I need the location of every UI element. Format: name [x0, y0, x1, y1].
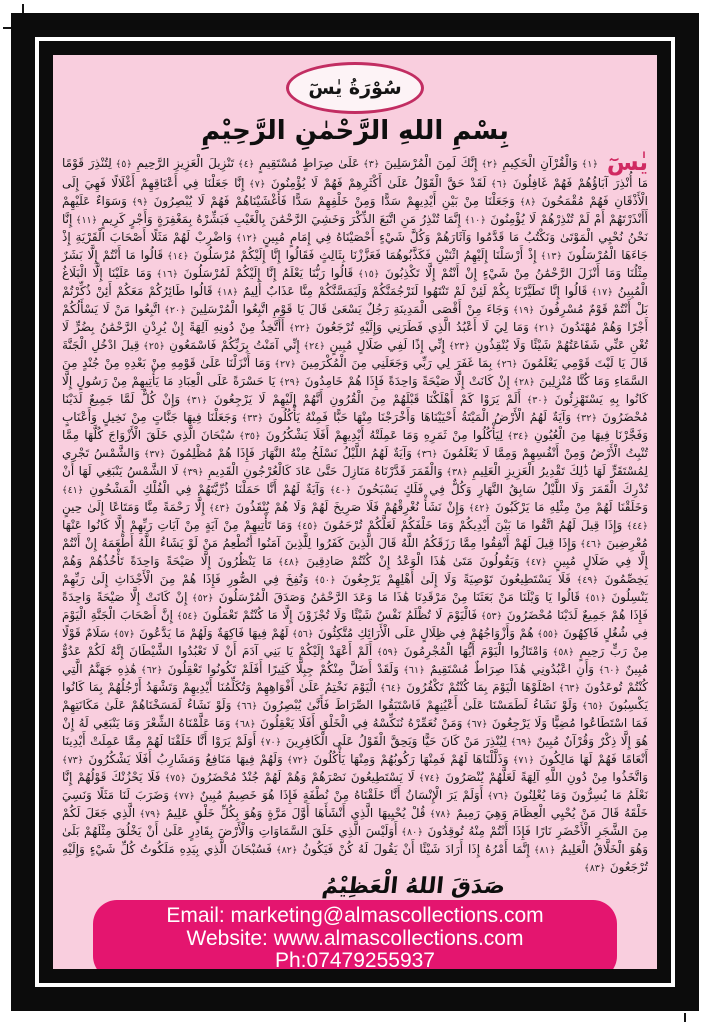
verse-text: إِنْ كَانَتْ إِلَّا صَيْحَةً وَاحِدَةً فَإِذَا هُمْ خَامِدُونَ: [300, 373, 510, 388]
verse-number-marker: ﴿٢﴾: [477, 158, 498, 170]
verse-text: سَلَامٌ قَوْلًا مِنْ رَبٍّ رَحِيمٍ: [62, 625, 649, 658]
verse-text: وَضَرَبَ لَنَا مَثَلًا وَنَسِيَ خَلْقَهُ قَالَ مَنْ يُحْيِي الْعِظَامَ وَهِيَ رَمِيمٌ: [62, 787, 649, 820]
verse-text: إِلَّا رَحْمَةً مِنَّا وَمَتَاعًا إِلَىٰ حِينٍ: [62, 499, 205, 514]
verse-number-marker: ﴿٧٥﴾: [160, 772, 186, 784]
verse-number-marker: ﴿٥١﴾: [580, 592, 606, 604]
verse-text: أَلَمْ أَعْهَدْ إِلَيْكُمْ يَا بَنِي آدَمَ أَنْ لَا تَعْبُدُوا الشَّيْطَانَ إِنَّهُ لَكُمْ عَدُوٌّ مُبِينٌ: [62, 643, 648, 676]
verse-number-marker: ﴿٧٢﴾: [282, 754, 309, 766]
verse-number-marker: ﴿٥٦﴾: [288, 628, 314, 640]
verse-text: أَوَلَمْ يَرَ الْإِنْسَانُ أَنَّا خَلَقْنَاهُ مِنْ نُطْفَةٍ فَإِذَا هُوَ خَصِيمٌ مُبِينٌ: [194, 787, 484, 802]
verse-number-marker: ﴿٢٣﴾: [444, 340, 471, 352]
verse-number-marker: ﴿٣٧﴾: [139, 448, 166, 460]
verse-text: وَجَعَلْنَا مِنْ بَيْنِ أَيْدِيهِمْ سَدًّا وَمِنْ خَلْفِهِمْ سَدًّا فَأَغْشَيْنَاهُمْ فَهُمْ لَا يُبْصِرُونَ: [147, 193, 515, 208]
verse-number-marker: ﴿٦٥﴾: [577, 700, 604, 712]
verse-text: وَمَا تَأْتِيهِمْ مِنْ آيَةٍ مِنْ آيَاتِ رَبِّهِمْ إِلَّا كَانُوا عَنْهَا مُعْرِضِينَ: [62, 517, 648, 550]
verse-text: وَآيَةٌ لَهُمُ اللَّيْلُ نَسْلَخُ مِنْهُ النَّهَارَ فَإِذَا هُمْ مُظْلِمُونَ: [165, 445, 412, 460]
frame-white-keyline: [35, 37, 675, 987]
verse-number-marker: ﴿٤٤﴾: [622, 520, 648, 532]
verse-text: قِيلَ ادْخُلِ الْجَنَّةَ قَالَ يَا لَيْتَ قَوْمِي يَعْلَمُونَ: [62, 337, 648, 370]
verse-number-marker: ﴿٣٥﴾: [234, 430, 261, 442]
website-label: Website:: [186, 926, 268, 950]
verse-number-marker: ﴿٧٣﴾: [62, 754, 84, 766]
verse-text: قَالُوا رَبُّنَا يَعْلَمُ إِنَّا إِلَيْكُمْ لَمُرْسَلُونَ: [177, 265, 354, 280]
verse-text: إِنَّا جَعَلْنَا فِي أَعْنَاقِهِمْ أَغْلَالًا فَهِيَ إِلَى الْأَذْقَانِ فَهُمْ مُقْمَحُونَ: [62, 175, 648, 208]
verse-text: إِنَّكَ لَمِنَ الْمُرْسَلِينَ: [379, 155, 478, 170]
verse-number-marker: ﴿٣﴾: [359, 158, 380, 170]
verse-number-marker: ﴿٨٣﴾: [584, 862, 606, 874]
verse-text: إِنَّمَا أَمْرُهُ إِذَا أَرَادَ شَيْئًا أَنْ يَقُولَ لَهُ كُنْ فَيَكُونُ: [297, 841, 530, 856]
verse-number-marker: ﴿٨﴾: [514, 196, 536, 208]
verse-text: وَنُفِخَ فِي الصُّورِ فَإِذَا هُمْ مِنَ الْأَجْدَاثِ إِلَىٰ رَبِّهِمْ يَنْسِلُونَ: [62, 571, 649, 604]
verse-text: وَسَوَاءٌ عَلَيْهِمْ أَأَنْذَرْتَهُمْ أَمْ لَمْ تُنْذِرْهُمْ لَا يُؤْمِنُونَ: [62, 193, 648, 226]
verse-text: الْيَوْمَ نَخْتِمُ عَلَىٰ أَفْوَاهِهِمْ وَتُكَلِّمُنَا أَيْدِيهِمْ وَتَشْهَدُ أَرْجُلُهُمْ بِمَا كَانُوا يَكْسِبُونَ: [62, 679, 649, 712]
verse-number-marker: ﴿٦٦﴾: [231, 700, 258, 712]
verse-text: إِنَّمَا تُنْذِرُ مَنِ اتَّبَعَ الذِّكْرَ وَخَشِيَ الرَّحْمَٰنَ بِالْغَيْبِ فَبَشِّرْهُ بِمَغْفِرَةٍ وَأَجْرٍ كَرِيمٍ: [97, 211, 461, 226]
verse-number-marker: ﴿١٩﴾: [508, 304, 535, 316]
verse-text: وَجَعَلْنَا فِيهَا جَنَّاتٍ مِنْ نَخِيلٍ وَأَعْنَابٍ وَفَجَّرْنَا فِيهَا مِنَ الْعُيُونِ: [62, 409, 649, 442]
surah-body-text: [62, 149, 649, 877]
verse-text: وَلَهُمْ فِيهَا مَنَافِعُ وَمَشَارِبُ أَفَلَا يَشْكُرُونَ: [83, 751, 283, 766]
verse-number-marker: ﴿٢١﴾: [528, 322, 555, 334]
verse-number-marker: ﴿٧٠﴾: [256, 736, 282, 748]
verse-number-marker: ﴿٤٣﴾: [204, 502, 231, 514]
contact-phone-line: [97, 950, 613, 969]
verse-text: وَمَنْ نُعَمِّرْهُ نُنَكِّسْهُ فِي الْخَلْقِ أَفَلَا يَعْقِلُونَ: [255, 715, 463, 730]
website-address: www.almascollections.com: [273, 926, 524, 950]
verse-number-marker: ﴿٢٢﴾: [284, 322, 311, 334]
verse-number-marker: ﴿٢٨﴾: [509, 376, 535, 388]
verse-text: أَوَلَيْسَ الَّذِي خَلَقَ السَّمَاوَاتِ وَالْأَرْضَ بِقَادِرٍ عَلَىٰ أَنْ يَخْلُقَ مِثْلَهُمْ بَلَىٰ وَهُوَ الْخَلَّاقُ الْعَلِيمُ: [62, 823, 648, 856]
crop-mark: [684, 1013, 686, 1022]
verse-number-marker: ﴿٤٢﴾: [464, 502, 491, 514]
verse-number-marker: ﴿٦٠﴾: [594, 664, 620, 676]
verse-text: إِذْ أَرْسَلْنَا إِلَيْهِمُ اثْنَيْنِ فَكَذَّبُوهُمَا فَعَزَّزْنَا بِثَالِثٍ فَقَالُوا إِنَّا إِلَيْكُمْ مُرْسَلُونَ: [188, 247, 537, 262]
verse-number-marker: ﴿٥٧﴾: [109, 628, 135, 640]
verse-number-marker: ﴿٦٤﴾: [376, 682, 402, 694]
verse-text: وَامْتَازُوا الْيَوْمَ أَيُّهَا الْمُجْرِمُونَ: [398, 643, 548, 658]
verse-text: وَآيَةٌ لَهُمُ الْأَرْضُ الْمَيْتَةُ أَحْيَيْنَاهَا وَأَخْرَجْنَا مِنْهَا حَبًّا فَمِنْهُ يَأْكُلُونَ: [263, 409, 572, 424]
verse-text: فَسُبْحَانَ الَّذِي بِيَدِهِ مَلَكُوتُ كُلِّ شَيْءٍ وَإِلَيْهِ تُرْجَعُونَ: [62, 841, 648, 874]
verse-number-marker: ﴿٥٤﴾: [173, 610, 199, 622]
verse-number-marker: ﴿١﴾: [577, 158, 598, 170]
verse-text: وَأَنِ اعْبُدُونِي هَٰذَا صِرَاطٌ مُسْتَقِيمٌ: [424, 661, 595, 676]
verse-number-marker: ﴿١٨﴾: [212, 286, 239, 298]
verse-number-marker: ﴿٣٤﴾: [503, 430, 529, 442]
verse-text: إِنِّي آمَنْتُ بِرَبِّكُمْ فَاسْمَعُونِ: [164, 337, 300, 352]
poster-content: [53, 55, 657, 969]
verse-text: قَالُوا مَا أَنْتُمْ إِلَّا بَشَرٌ مِثْلُنَا وَمَا أَنْزَلَ الرَّحْمَٰنُ مِنْ شَيْءٍ إِنْ أَنْتُمْ إِلَّا تَكْذِبُونَ: [62, 247, 649, 280]
verse-number-marker: ﴿٣٦﴾: [411, 448, 438, 460]
verse-number-marker: ﴿٤﴾: [234, 158, 255, 170]
verse-text: لَقَدْ حَقَّ الْقَوْلُ عَلَىٰ أَكْثَرِهِمْ فَهُمْ لَا يُؤْمِنُونَ: [265, 175, 487, 190]
verse-text: وَالشَّمْسُ تَجْرِي لِمُسْتَقَرٍّ لَهَا ذَٰلِكَ تَقْدِيرُ الْعَزِيزِ الْعَلِيمِ: [62, 445, 648, 478]
verse-text: هَٰذِهِ جَهَنَّمُ الَّتِي كُنْتُمْ تُوعَدُونَ: [62, 661, 648, 694]
verse-number-marker: ﴿١٤﴾: [163, 250, 189, 262]
verse-text: وَلَقَدْ أَضَلَّ مِنْكُمْ جِبِلًّا كَثِيرًا أَفَلَمْ تَكُونُوا تَعْقِلُونَ: [162, 661, 399, 676]
verse-number-marker: ﴿١٥﴾: [353, 268, 380, 280]
verse-number-marker: ﴿٥﴾: [111, 158, 132, 170]
verse-text: يَا حَسْرَةً عَلَى الْعِبَادِ مَا يَأْتِيهِمْ مِنْ رَسُولٍ إِلَّا كَانُوا بِهِ يَسْتَهْزِئُونَ: [62, 373, 648, 406]
verse-text: وَإِذَا قِيلَ لَهُمُ اتَّقُوا مَا بَيْنَ أَيْدِيكُمْ وَمَا خَلْفَكُمْ لَعَلَّكُمْ تُرْحَمُونَ: [317, 517, 623, 532]
verse-text: وَمَا عَلَّمْنَاهُ الشِّعْرَ وَمَا يَنْبَغِي لَهُ إِنْ هُوَ إِلَّا ذِكْرٌ وَقُرْآنٌ مُبِينٌ: [62, 715, 649, 748]
verse-text: وَذَلَّلْنَاهَا لَهُمْ فَمِنْهَا رَكُوبُهُمْ وَمِنْهَا يَأْكُلُونَ: [308, 751, 509, 766]
verse-number-marker: ﴿٢٥﴾: [139, 340, 165, 352]
contact-bar: [93, 900, 617, 969]
verse-number-marker: ﴿١١﴾: [72, 214, 98, 226]
verse-text: فَلَا يَحْزُنْكَ قَوْلُهُمْ إِنَّا نَعْلَمُ مَا يُسِرُّونَ وَمَا يُعْلِنُونَ: [62, 769, 648, 802]
verse-number-marker: ﴿٦٢﴾: [136, 664, 163, 676]
verse-number-marker: ﴿٧﴾: [244, 178, 266, 190]
verse-text: لَا الشَّمْسُ يَنْبَغِي لَهَا أَنْ تُدْرِكَ الْقَمَرَ وَلَا اللَّيْلُ سَابِقُ النَّهَارِ وَكُلٌّ فِي فَلَكٍ يَسْبَحُونَ: [62, 463, 648, 496]
verse-text: الَّذِي جَعَلَ لَكُمْ مِنَ الشَّجَرِ الْأَخْضَرِ نَارًا فَإِذَا أَنْتُمْ مِنْهُ تُوقِدُونَ: [62, 805, 649, 838]
verse-number-marker: ﴿٥٨﴾: [547, 646, 574, 658]
sadaq-allah-calligraphy: صَدَقَ اللهُ الْعَظِيْمُ: [320, 873, 507, 899]
verse-number-marker: ﴿٤٦﴾: [576, 538, 602, 550]
verse-number-marker: ﴿٤٨﴾: [272, 556, 300, 568]
verse-number-marker: ﴿٢٧﴾: [270, 358, 296, 370]
verse-number-marker: ﴿٣٠﴾: [520, 394, 549, 406]
frame-inner-border: [39, 41, 671, 983]
verse-number-marker: ﴿٦٩﴾: [506, 736, 532, 748]
verse-text: لَا يَسْتَطِيعُونَ نَصْرَهُمْ وَهُمْ لَهُمْ جُنْدٌ مُحْضَرُونَ: [185, 769, 415, 784]
verse-number-marker: ﴿٥٩﴾: [372, 646, 399, 658]
verse-number-marker: ﴿٢٠﴾: [160, 304, 186, 316]
verse-text: لَهُمْ فِيهَا فَاكِهَةٌ وَلَهُمْ مَا يَدَّعُونَ: [134, 625, 289, 640]
verse-text: لِيُنْذِرَ مَنْ كَانَ حَيًّا وَيَحِقَّ الْقَوْلُ عَلَى الْكَافِرِينَ: [281, 733, 507, 748]
verse-text: قَالُوا إِنَّا تَطَيَّرْنَا بِكُمْ لَئِنْ لَمْ تَنْتَهُوا لَنَرْجُمَنَّكُمْ وَلَيَمَسَّنَّكُمْ مِنَّا عَذَابٌ أَلِيمٌ: [238, 283, 588, 298]
verse-text: وَخَلَقْنَا لَهُمْ مِنْ مِثْلِهِ مَا يَرْكَبُونَ: [490, 499, 648, 514]
email-label: Email:: [166, 904, 225, 928]
contact-website-line: [97, 928, 613, 951]
verse-number-marker: ﴿٨٢﴾: [271, 844, 298, 856]
verse-text: سُبْحَانَ الَّذِي خَلَقَ الْأَزْوَاجَ كُلَّهَا مِمَّا تُنْبِتُ الْأَرْضُ وَمِنْ أَنْفُسِهِمْ وَمِمَّا لَا يَعْلَمُونَ: [62, 427, 648, 460]
verse-text: فَالْيَوْمَ لَا تُظْلَمُ نَفْسٌ شَيْئًا وَلَا تُجْزَوْنَ إِلَّا مَا كُنْتُمْ تَعْمَلُونَ: [198, 607, 478, 622]
surah-title-cartouche: [286, 62, 424, 114]
verse-text: إِنَّا نَحْنُ نُحْيِي الْمَوْتَىٰ وَنَكْتُبُ مَا قَدَّمُوا وَآثَارَهُمْ وَكُلَّ شَيْءٍ أَحْصَيْنَاهُ فِي إِمَامٍ مُبِينٍ: [62, 211, 649, 244]
verse-number-marker: ﴿٦٣﴾: [554, 682, 581, 694]
verse-number-marker: ﴿٣٨﴾: [442, 466, 468, 478]
verse-number-marker: ﴿٧٩﴾: [135, 808, 161, 820]
verse-text: وَجَاءَ مِنْ أَقْصَى الْمَدِينَةِ رَجُلٌ يَسْعَىٰ قَالَ يَا قَوْمِ اتَّبِعُوا الْمُرْسَلِينَ: [185, 301, 509, 316]
verse-number-marker: ﴿٦٧﴾: [462, 718, 488, 730]
verse-text: أَأَتَّخِذُ مِنْ دُونِهِ آلِهَةً إِنْ يُرِدْنِ الرَّحْمَٰنُ بِضُرٍّ لَا تُغْنِ عَنِّي شَفَاعَتُهُمْ شَيْئًا وَلَا يُنْقِذُونِ: [62, 319, 648, 352]
verse-text: وَلَوْ نَشَاءُ لَمَسَخْنَاهُمْ عَلَىٰ مَكَانَتِهِمْ فَمَا اسْتَطَاعُوا مُضِيًّا وَلَا يَرْجِعُونَ: [62, 697, 648, 730]
verse-text: أَوَلَمْ يَرَوْا أَنَّا خَلَقْنَا لَهُمْ مِمَّا عَمِلَتْ أَيْدِينَا أَنْعَامًا فَهُمْ لَهَا مَالِكُونَ: [62, 733, 648, 766]
verse-text: وَمَا عَلَيْنَا إِلَّا الْبَلَاغُ الْمُبِينُ: [62, 265, 648, 298]
verse-text: اتَّبِعُوا مَنْ لَا يَسْأَلُكُمْ أَجْرًا وَهُمْ مُهْتَدُونَ: [62, 301, 648, 334]
verse-text: إِنِّي إِذًا لَفِي ضَلَالٍ مُبِينٍ: [324, 337, 445, 352]
verse-text: إِنَّ أَصْحَابَ الْجَنَّةِ الْيَوْمَ فِي شُغُلٍ فَاكِهُونَ: [62, 607, 649, 640]
verse-number-marker: ﴿١٧﴾: [587, 286, 613, 298]
verse-text: وَإِذَا قِيلَ لَهُمْ أَنْفِقُوا مِمَّا رَزَقَكُمُ اللَّهُ قَالَ الَّذِينَ كَفَرُوا لِلَّذِينَ آمَنُوا أَنُطْعِمُ مَنْ لَوْ يَشَاءُ اللَّهُ أَطْعَمَهُ إِنْ أَنْتُمْ إِلَّا فِي ضَلَالٍ مُبِينٍ: [62, 535, 648, 568]
verse-number-marker: ﴿٤٧﴾: [519, 556, 547, 568]
verse-number-marker: ﴿٥٢﴾: [187, 592, 214, 604]
phone-number: 07479255937: [306, 949, 435, 969]
verse-number-marker: ﴿٦﴾: [486, 178, 508, 190]
verse-text: أَلَمْ يَرَوْا كَمْ أَهْلَكْنَا قَبْلَهُمْ مِنَ الْقُرُونِ أَنَّهُمْ إِلَيْهِمْ لَا يَرْجِعُونَ: [207, 391, 521, 406]
bismillah-calligraphy: بِسْمِ اللهِ الرَّحْمٰنِ الرَّحِيْمِ: [201, 116, 509, 146]
verse-text: وَاضْرِبْ لَهُمْ مَثَلًا أَصْحَابَ الْقَرْيَةِ إِذْ جَاءَهَا الْمُرْسَلُونَ: [62, 229, 648, 262]
verse-number-marker: ﴿٤٩﴾: [570, 574, 599, 586]
verse-text: هُمْ وَأَزْوَاجُهُمْ فِي ظِلَالٍ عَلَى الْأَرَائِكِ مُتَّكِئُونَ: [313, 625, 534, 640]
verse-number-marker: ﴿٦١﴾: [398, 664, 425, 676]
verse-text: لِيَأْكُلُوا مِنْ ثَمَرِهِ وَمَا عَمِلَتْهُ أَيْدِيهِمْ أَفَلَا يَشْكُرُونَ: [260, 427, 503, 442]
contact-email-line: [97, 905, 613, 928]
verse-text: إِنْ كَانَتْ إِلَّا صَيْحَةً وَاحِدَةً فَإِذَا هُمْ جَمِيعٌ لَدَيْنَا مُحْضَرُونَ: [62, 589, 649, 622]
verse-number-marker: ﴿٢٦﴾: [492, 358, 518, 370]
verse-number-marker: ﴿٢٩﴾: [275, 376, 301, 388]
verse-number-marker: ﴿٣٣﴾: [237, 412, 264, 424]
verse-text: وَآيَةٌ لَهُمْ أَنَّا حَمَلْنَا ذُرِّيَّتَهُمْ فِي الْفُلْكِ الْمَشْحُونِ: [83, 481, 325, 496]
verse-number-marker: ﴿٨٠﴾: [397, 826, 423, 838]
verse-number-marker: ﴿٣١﴾: [180, 394, 208, 406]
verse-text: قَالُوا يَا وَيْلَنَا مَنْ بَعَثَنَا مِنْ مَرْقَدِنَا هَٰذَا مَا وَعَدَ الرَّحْمَٰنُ وَصَدَقَ الْمُرْسَلُونَ: [213, 589, 581, 604]
verse-text: وَيَقُولُونَ مَتَىٰ هَٰذَا الْوَعْدُ إِنْ كُنْتُمْ صَادِقِينَ: [299, 553, 520, 568]
verse-text: وَلَوْ نَشَاءُ لَطَمَسْنَا عَلَىٰ أَعْيُنِهِمْ فَاسْتَبَقُوا الصِّرَاطَ فَأَنَّىٰ يُبْصِرُونَ: [257, 697, 578, 712]
verse-text: عَلَىٰ صِرَاطٍ مُسْتَقِيمٍ: [254, 155, 360, 170]
verse-number-marker: ﴿٤٠﴾: [324, 484, 352, 496]
verse-number-marker: ﴿٦٨﴾: [230, 718, 256, 730]
surah-title: سُوْرَةُ يٰسٓ: [308, 76, 402, 99]
verse-text: اصْلَوْهَا الْيَوْمَ بِمَا كُنْتُمْ تَكْفُرُونَ: [401, 679, 555, 694]
verse-text: قَالُوا طَائِرُكُمْ مَعَكُمْ أَئِنْ ذُكِّرْتُمْ بَلْ أَنْتُمْ قَوْمٌ مُسْرِفُونَ: [62, 283, 649, 316]
verse-number-marker: ﴿١٠﴾: [460, 214, 486, 226]
verse-number-marker: ﴿١٣﴾: [536, 250, 563, 262]
verse-number-marker: ﴿٧٨﴾: [425, 808, 452, 820]
phone-label: Ph:: [274, 949, 307, 969]
verse-number-marker: ﴿٢٤﴾: [299, 340, 325, 352]
verse-text: بِمَا غَفَرَ لِي رَبِّي وَجَعَلَنِي مِنَ الْمُكْرَمِينَ: [295, 355, 493, 370]
verse-number-marker: ﴿٣٢﴾: [571, 412, 597, 424]
verse-number-marker: ﴿٧٤﴾: [414, 772, 441, 784]
verse-number-marker: ﴿٨١﴾: [529, 844, 556, 856]
email-address: marketing@almascollections.com: [230, 904, 544, 928]
verse-number-marker: ﴿١٦﴾: [151, 268, 178, 280]
verse-number-marker: ﴿٤١﴾: [62, 484, 84, 496]
verse-text: وَاتَّخَذُوا مِنْ دُونِ اللَّهِ آلِهَةً لَعَلَّهُمْ يُنْصَرُونَ: [440, 769, 648, 784]
verse-number-marker: ﴿٣٩﴾: [178, 466, 204, 478]
verse-number-marker: ﴿٧٧﴾: [169, 790, 195, 802]
verse-number-marker: ﴿٥٥﴾: [533, 628, 559, 640]
verse-text: قُلْ يُحْيِيهَا الَّذِي أَنْشَأَهَا أَوَّلَ مَرَّةٍ وَهُوَ بِكُلِّ خَلْقٍ عَلِيمٌ: [160, 805, 426, 820]
verse-text: مَا يَنْظُرُونَ إِلَّا صَيْحَةً وَاحِدَةً تَأْخُذُهُمْ وَهُمْ يَخِصِّمُونَ: [62, 553, 649, 586]
poster-frame: [11, 13, 699, 1011]
verse-number-marker: ﴿١٢﴾: [232, 232, 258, 244]
verse-text: لِتُنْذِرَ قَوْمًا مَا أُنْذِرَ آبَاؤُهُمْ فَهُمْ غَافِلُونَ: [62, 155, 648, 190]
surah-initial-word: يٰسٓ: [597, 149, 649, 176]
verse-number-marker: ﴿٧٦﴾: [483, 790, 509, 802]
verse-text: وَالْقَمَرَ قَدَّرْنَاهُ مَنَازِلَ حَتَّىٰ عَادَ كَالْعُرْجُونِ الْقَدِيمِ: [203, 463, 443, 478]
verse-text: وَإِنْ نَشَأْ نُغْرِقْهُمْ فَلَا صَرِيخَ لَهُمْ وَلَا هُمْ يُنْقَذُونَ: [230, 499, 465, 514]
verse-text: وَمَا لِيَ لَا أَعْبُدُ الَّذِي فَطَرَنِي وَإِلَيْهِ تُرْجَعُونَ: [310, 319, 529, 334]
verse-number-marker: ﴿٤٥﴾: [292, 520, 318, 532]
verse-text: تَنْزِيلَ الْعَزِيزِ الرَّحِيمِ: [131, 155, 235, 170]
verse-text: وَمَا أَنْزَلْنَا عَلَىٰ قَوْمِهِ مِنْ بَعْدِهِ مِنْ جُنْدٍ مِنَ السَّمَاءِ وَمَا كُنَّا مُنْزِلِينَ: [62, 355, 648, 388]
verse-text: فَلَا يَسْتَطِيعُونَ تَوْصِيَةً وَلَا إِلَىٰ أَهْلِهِمْ يَرْجِعُونَ: [335, 571, 571, 586]
verse-text: وَإِنْ كُلٌّ لَمَّا جَمِيعٌ لَدَيْنَا مُحْضَرُونَ: [62, 391, 648, 424]
verse-number-marker: ﴿٩﴾: [126, 196, 148, 208]
verse-number-marker: ﴿٥٠﴾: [308, 574, 336, 586]
verse-text: وَالْقُرْآنِ الْحَكِيمِ: [497, 155, 578, 170]
verse-number-marker: ﴿٧١﴾: [508, 754, 535, 766]
verse-number-marker: ﴿٥٣﴾: [477, 610, 503, 622]
